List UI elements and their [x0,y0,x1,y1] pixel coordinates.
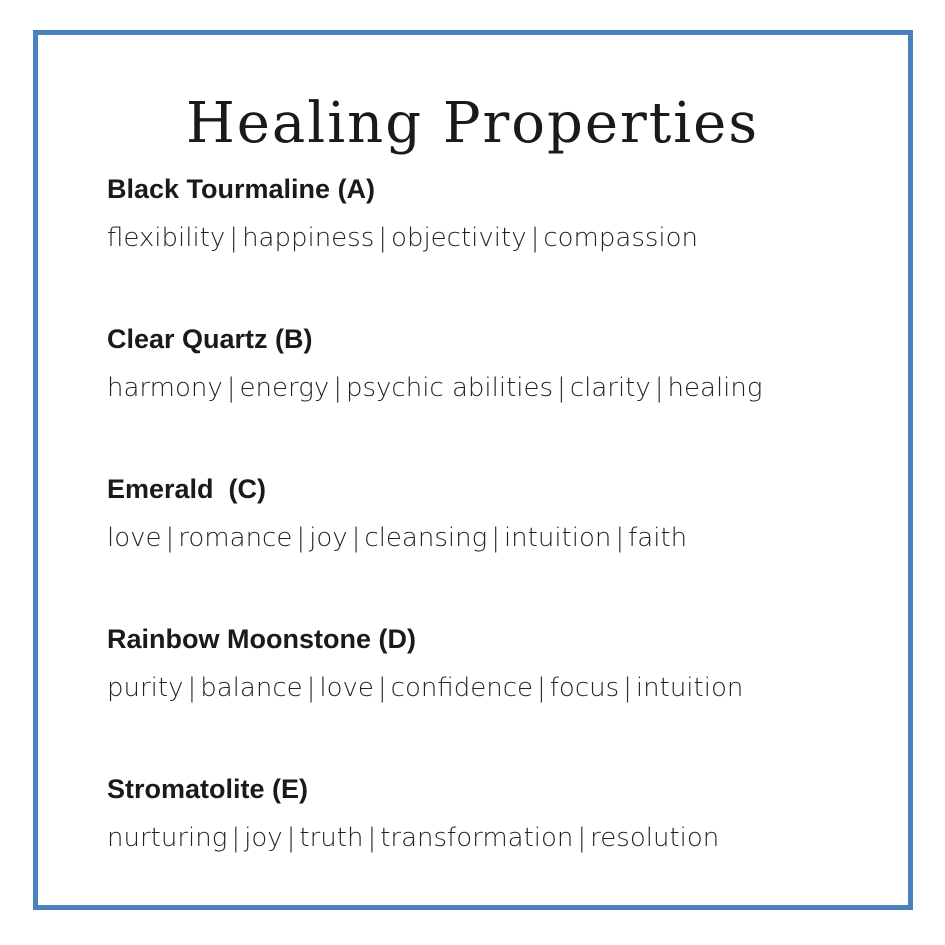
stone-name: Rainbow Moonstone (D) [107,624,416,654]
page-title: Healing Properties [185,91,760,156]
separator: | [187,673,197,703]
property-item: faith [628,523,688,553]
separator: | [615,523,625,553]
property-item: balance [200,673,303,703]
separator: | [229,223,239,253]
separator: | [491,523,500,553]
stone-properties [107,520,887,556]
separator: | [378,223,388,253]
separator: | [306,673,316,703]
stone-entry [107,470,887,620]
stone-entry [107,620,887,770]
property-item: intuition [503,523,612,553]
stone-name: Stromatolite (E) [107,774,309,804]
stone-properties [107,370,887,406]
property-item: confidence [390,673,533,703]
separator: | [165,523,175,553]
property-item: compassion [543,223,699,253]
property-item: harmony [107,373,223,403]
property-item: intuition [635,673,744,703]
stone-properties [107,220,887,256]
stone-list [107,170,887,920]
separator: | [530,223,540,253]
property-item: love [107,523,162,553]
separator: | [286,823,296,853]
separator: | [623,673,632,703]
property-item: resolution [590,823,720,853]
separator: | [296,523,306,553]
property-item: focus [549,673,620,703]
property-item: happiness [242,223,375,253]
property-item: psychic abilities [345,373,554,403]
property-item: nurturing [107,823,228,853]
stone-name: Emerald (C) [107,474,267,504]
property-item: energy [239,373,330,403]
property-item: truth [299,823,364,853]
separator: | [557,373,566,403]
property-item: joy [244,823,283,853]
separator: | [537,673,546,703]
property-item: cleansing [364,523,488,553]
property-item: transformation [380,823,574,853]
separator: | [231,823,241,853]
stone-entry [107,170,887,320]
property-item: objectivity [391,223,527,253]
separator: | [377,673,387,703]
property-item: healing [667,373,763,403]
separator: | [577,823,587,853]
separator: | [351,523,361,553]
property-item: clarity [569,373,651,403]
property-item: flexibility [107,223,226,253]
property-item: joy [309,523,348,553]
stone-entry [107,320,887,470]
separator: | [367,823,377,853]
property-item: romance [178,523,293,553]
separator: | [654,373,664,403]
property-item: purity [107,673,184,703]
separator: | [333,373,342,403]
stone-entry [107,770,887,920]
stone-properties [107,820,887,856]
separator: | [226,373,236,403]
stone-name: Clear Quartz (B) [107,324,313,354]
property-item: love [319,673,374,703]
stone-name: Black Tourmaline (A) [107,174,376,204]
stone-properties [107,670,887,706]
